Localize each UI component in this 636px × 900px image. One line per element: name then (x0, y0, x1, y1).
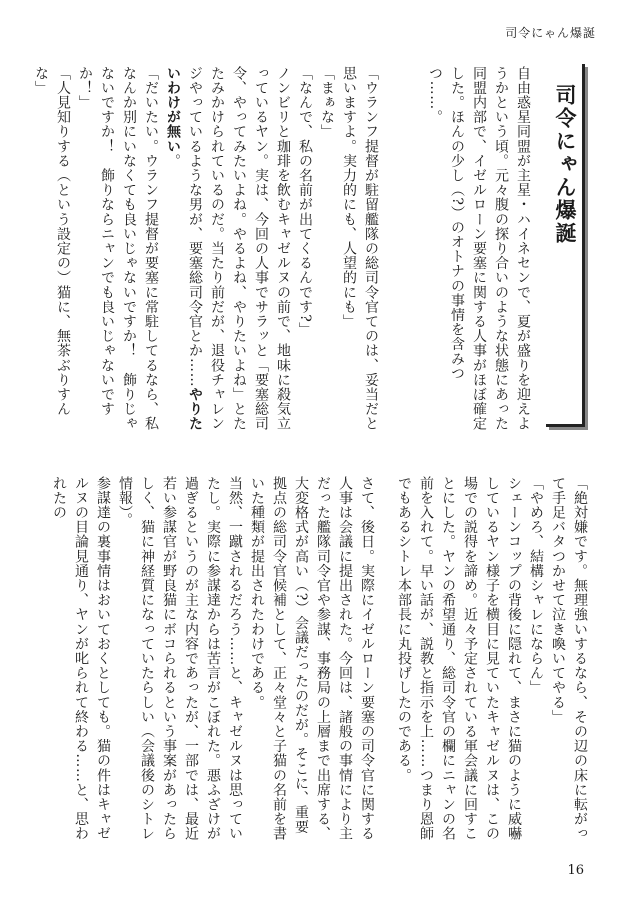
paragraph-end: 。 (165, 153, 181, 169)
paragraph: 「なんで、私の名前が出てくるんです?」 (297, 66, 313, 337)
upper-left-text (33, 66, 382, 436)
intro-paragraph: 自由惑星同盟が主星・ハイネセンで、夏が盛りを迎えようかという頃。元々腹の探り合いのような状態にあった同盟内部で、イゼルローン要塞に関する人事がほぼ確定した。ほんの少し（?）のオトナの事情を含みつつ……。 (427, 66, 531, 431)
paragraph: 「人見知りする（という設定の）猫に、無茶ぶりすんな」 (33, 66, 71, 417)
paragraph: さて、後日。実際にイゼルローン要塞の司令官に関する人事は会議に提出された。今回は、諸般の事情により主だった艦隊司令官や参謀、事務局の上層まで出席する、大変格式が高い（?）会議だったのだが。そこに、重要拠点の総司令官候補として、正々堂々と子猫の名前を書いた種類が提出されたわけである。 (249, 476, 375, 841)
paragraph-text: ノンビリと珈琲を飲むキャゼルヌの前で、地味に殺気立っているヤン。実は、今回の人事でサラッと「要塞総司令、やってみたいよね。やるよね、やりたいよね」とたたみかけられているのだ。当たり前だが、退役チャレンジやっているような男が、要塞総司令官とか…… (187, 66, 291, 431)
intro-text (396, 66, 534, 436)
paragraph (162, 66, 294, 436)
paragraph: 「まぁな」 (319, 66, 335, 139)
paragraph: 「絶対嫌です。無理強いするなら、その辺の床に転がって手足バタつかせて泣き喚いてやる」 (550, 476, 588, 841)
chapter-title: 司令にゃん爆誕 (553, 84, 577, 245)
running-head: 司令にゃん爆誕 (505, 26, 596, 40)
lower-left-text (51, 476, 378, 846)
paragraph: シェーンコップの背後に隠れて、まさに猫のように威嚇しているヤン様子を横目に見ていたキャゼルヌは、この場での説得を諦め。近々予定されている軍会議に回すことにした。ヤンの希望通り、総司令官の欄にニャンの名前を入れて。早い話が、説教と指示を上……つまり恩師でもあるシトレ本部長に丸投げしたのである。 (396, 476, 522, 841)
bold-emphasis: やりたいわけが無い (165, 66, 203, 432)
paragraph: 当然、一蹴されるだろう……と、キャゼルヌは思っていたし。実際に参謀達からは苦言がこぼれた。悪ふざけが過ぎるというのが主な内容であったが、一部では、最近若い参謀官が野良猫にボコられるという事案があったらしく、猫に神経質になっていたらしい（会議後のシトレ情報）。 (117, 476, 243, 841)
paragraph: 「やめろ、結構シャレにならん」 (528, 476, 544, 695)
page-number: 16 (567, 863, 584, 878)
lower-right-text (395, 476, 591, 846)
paragraph: 「ウランフ提督が駐留艦隊の総司令官てのは、妥当だと思いますよ。実力的にも、人望的にも」 (341, 66, 379, 431)
paragraph: 参謀達の裏事情はおいておくとしても。猫の件はキャゼルヌの目論見通り、ヤンが叱られて終わる……と、思われたの (51, 476, 111, 841)
chapter-title-box (546, 64, 585, 427)
paragraph: 「だいたい。ウランフ提督が要塞に常駐してるなら、私なんか別にいなくても良いじゃないですか！ 飾りじゃないですか！ 飾りならニャンでも良いじゃないですか！」 (77, 66, 159, 431)
